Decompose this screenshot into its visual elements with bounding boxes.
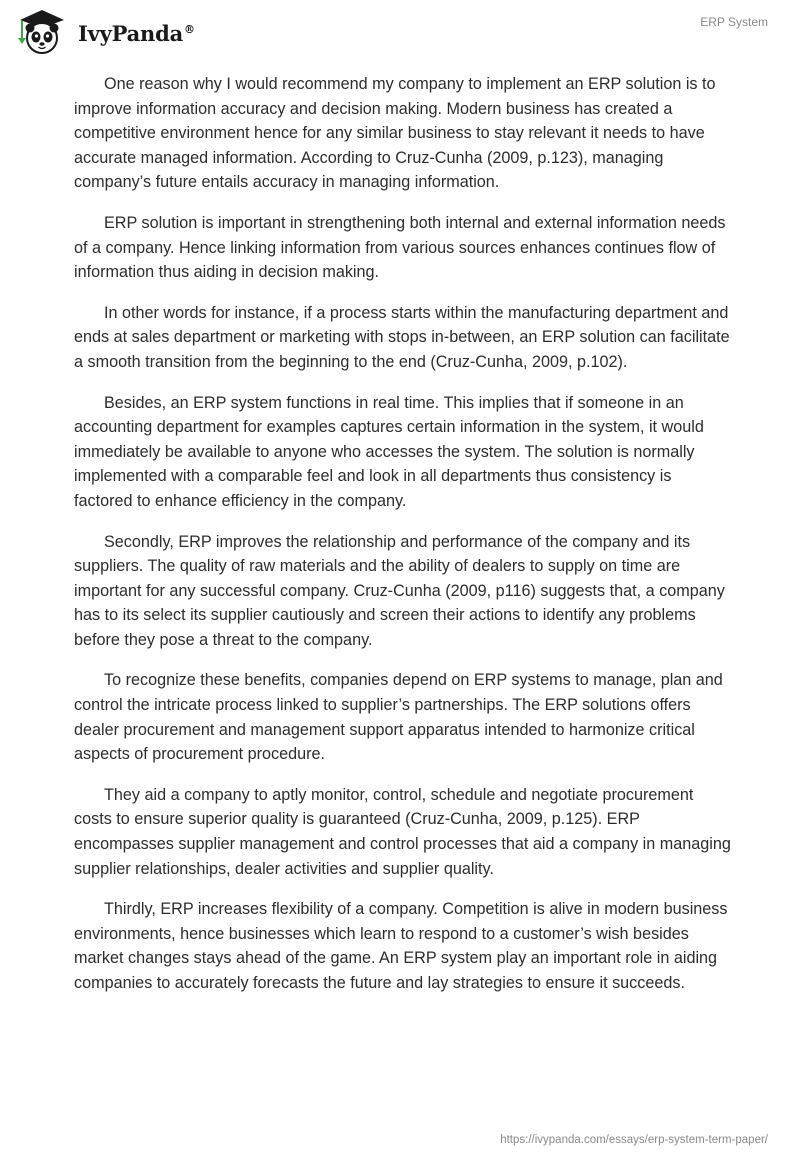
document-title: ERP System — [700, 15, 768, 29]
ivypanda-logo[interactable] — [14, 6, 195, 56]
logo-wordmark: IvyPanda® — [78, 20, 195, 46]
paragraph: Thirdly, ERP increases flexibility of a company. Competition is alive in modern business environments, hence businesses which learn to respond to a customer’s wish besides market changes stays ahead of the game. An ERP system play an important role in aiding companies to accurately forecasts the future and lay strategies to ensure it succeeds. — [74, 900, 728, 992]
page-header — [0, 0, 800, 70]
paragraph: To recognize these benefits, companies depend on ERP systems to manage, plan and control the intricate process linked to supplier’s partnerships. The ERP solutions offers dealer procurement and management support apparatus intended to harmonize critical aspects of procurement procedure. — [74, 671, 723, 764]
paragraph: Secondly, ERP improves the relationship and performance of the company and its suppliers. The quality of raw materials and the ability of dealers to supply on time are important for any successful company. Cruz-Cunha (2009, p116) suggests that, a company has to its select its supplier cautiously and screen their actions to identify any problems before they pose a threat to the company. — [74, 532, 725, 649]
paragraph: In other words for instance, if a process starts within the manufacturing department and ends at sales department or marketing with stops in-between, an ERP solution can facilitate a smooth transition from the beginning to the end (Cruz-Cunha, 2009, p.102). — [74, 303, 730, 371]
paragraph: They aid a company to aptly monitor, control, schedule and negotiate procurement costs to ensure superior quality is guaranteed (Cruz-Cunha, 2009, p.125). ERP encompasses supplier management and control processes that aid a company in managing supplier relationships, dealer activities and supplier quality. — [74, 785, 731, 878]
essay-body — [74, 72, 734, 1012]
paragraph: Besides, an ERP system functions in real time. This implies that if someone in an accounting department for examples captures certain information in the system, it would immediately be available to anyone who accesses the system. The solution is normally implemented with a comparable feel and look in all departments thus consistency is factored to enhance efficiency in the company. — [74, 393, 704, 510]
panda-logo-icon — [14, 6, 74, 56]
paragraph: ERP solution is important in strengthening both internal and external information needs of a company. Hence linking information from various sources enhances continues flow of information thus aiding in decision making. — [74, 213, 726, 282]
source-url-link[interactable]: https://ivypanda.com/essays/erp-system-term-paper/ — [500, 1134, 768, 1146]
paragraph: One reason why I would recommend my company to implement an ERP solution is to improve information accuracy and decision making. Modern business has created a competitive environment hence for any similar business to stay relevant it needs to have accurate managed information. According to Cruz-Cunha (2009, p.123), managing company’s future entails accuracy in managing information. — [74, 75, 716, 192]
